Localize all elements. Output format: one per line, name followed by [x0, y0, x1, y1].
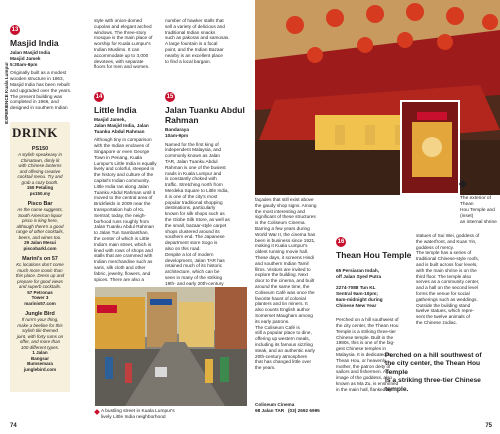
entry-meta: Masjid Jamek, Jalan Masjid India, Jalan Tuanku Abdul Rahman	[94, 117, 149, 134]
drink-item: Marini's on 57 KL locations don't come much more iconic than this place. Dress up and prepare for good views and superb cocktails. 57 Petronas Tower 3 marinis57.com	[15, 256, 65, 306]
street-scene-illustration	[95, 287, 247, 406]
drink-item: Pisco Bar As the name suggests, South American liquor pisco is king here, although there's a good range of other cocktails, beers, and wines too. 29 Jalan Mesui piscobarkl.com	[16, 201, 64, 251]
drink-item: Jungle Bird If rum's your thing, make a beeline for this stylish tiki-themed joint, with forty rums on offer, and more than 100 different types. 1 Jalan Bangsar Bumsemara junglebird.com	[16, 311, 64, 372]
entry-meta: Jalan Masjid India Masjid Jamek 5:30am-9pm	[10, 50, 51, 67]
little-india-body-continued: number of hawker stalls that sell a variety of delicious and traditional Indian snacks such as pakoras and samosas. A large fountain is a focal point, and the Indian Bazaar nearby is an excellent place to find a local bargain.	[165, 18, 230, 64]
entry-masjid-india	[10, 18, 72, 111]
entry-jalan-tuanku-abdul-rahman	[165, 85, 245, 287]
drink-item: PS150 A stylish speakeasy in Chinatown, dimly lit with Chinese lanterns and offering creative cocktail menu. Try and grab a cozy booth. 150 Petaling ps150.my	[17, 146, 63, 196]
entry-meta: 98 Jalan TAR (03) 2692 6995	[255, 407, 320, 413]
masjid-india-body-continued: style with onion-domed cupolas and elegant arched windows. The three-story mosque is the main place of worship for Kuala Lumpur's Indian Muslims. It can accommodate up to 3,000 devotees, with separate floors for men and women.	[94, 18, 153, 70]
entry-body: Although tiny in comparison with the Indian enclaves of Singapore or even George Town in Penang, Kuala Lumpur's Little India is equally lively and colorful, steeped in the history and culture of the capital's Indian community. Little India ran along Jalan Tuanku Abdul Rahman until it moved to the central area of Brickfields in 2009 near the transportation hub of KL Sentral; today, the neigh- borhood runs roughly from Jalan Tuanku Abdul Rahman to Jalan Tun Sambanthan, the center of which is Little India's main street, which is lined with rows of shops and stalls that are crammed with Indian merchandise such as saris, silk cloth and other fabric, jewelry, flowers, and spices. There are also a	[94, 137, 157, 282]
entry-meta: Bandaraya 10am-9pm	[165, 127, 189, 138]
caption-bullet-icon	[94, 409, 100, 415]
shrine-illustration	[402, 102, 460, 195]
drink-heading: DRINK	[12, 125, 58, 140]
entry-body: Originally built as a modest wooden structure in 1863, Masjid India has been rebuilt and upgraded over the years. The present building was completed in 1966, and designed in southern Indian	[10, 70, 72, 111]
thean-hou-body-continued: statues of Sui Wei, goddess of the waterfront, and Kuan Yin, goddess of mercy. The temple has a series of traditional Chinese-style roofs, and is built across four levels, with the main shrine is on the third floor. The temple also serves as a community center, and a hall on the second level forms the venue for social gatherings such as weddings. Outside the building stand twelve statues, which repre- sent the twelve animals of the Chinese zodiac.	[416, 233, 480, 325]
photo-callout: The exterior of Thean Hou Temple and (inset) an internal shrine	[460, 196, 497, 225]
entry-number: 13	[11, 27, 19, 33]
page-number-left: 74	[10, 423, 17, 429]
entry-coliseum-cinema	[255, 402, 365, 414]
little-india-street-photo	[95, 287, 247, 406]
entry-number: 15	[166, 94, 174, 100]
entry-meta: 65 Persiaran Indah, off Jalan Syed Putra 2274-7088 Tun KL Sentral 9am-10pm; 6am-midnight during Chinese New Year	[336, 267, 383, 308]
entry-title: Masjid India	[10, 38, 59, 48]
section-sidebar-label: EXPERIENCE Kuala Lumpur	[4, 62, 10, 124]
jalan-tuanku-body-continued: façades that still exist above the gaudy shop signs. Among the most interesting and significant of these structures is the Coliseum Cinema. Barring a few years during World War II, the cinema has been in business since 1921, making it Kuala Lumpur's oldest running movie hall. These days, it screens Hindi and southern Indian Tamil films. Visitors are invited to explore the building. Next door to the cinema, and built around the same time, the Coliseum Café was once the favorite haunt of colonial planters and tin miners. It also counts English author Somerset Maugham among its early patrons. The Coliseum Café is still a popular place to dine, offering up western meals, including its famous sizzling steak, and an authentic early 20th-century atmosphere that has changed little over the years.	[255, 197, 317, 371]
pull-quote: Perched on a hill southwest of the city center, the Thean Hou Temple is a striking three-tier Chinese temple.	[385, 352, 482, 393]
photo-caption: A bustling street in Kuala Lumpur's lively Little India neighborhood	[101, 409, 175, 420]
temple-illustration	[255, 0, 500, 195]
entry-title: Thean Hou Temple	[336, 250, 412, 260]
entry-number: 16	[337, 239, 345, 245]
drink-sidebar	[10, 122, 70, 392]
entry-body: Perched on a hill southwest of the city center, the Thean Hou Temple is a striking three-tier Chinese temple. Built in the 1980s, this is one of the big- gest Chinese temples in Malaysia. It is dedicated to Thean Hou, or heavenly mother, the patron deity of sailors and fishermen. An image of the goddess, also known as Ma Zu, is enshrined in the main hall, flanked by	[336, 317, 399, 392]
entry-number: 14	[95, 94, 103, 100]
thean-hou-temple-photo	[255, 0, 500, 195]
entry-title: Coliseum Cinema	[255, 402, 295, 407]
page-number-right: 75	[485, 423, 492, 429]
internal-shrine-inset-photo	[400, 100, 460, 195]
entry-little-india	[94, 85, 170, 282]
entry-title: Jalan Tuanku Abdul Rahman	[165, 105, 245, 125]
right-page	[250, 0, 500, 434]
entry-body: Named for the first king of independent Malaysia, and commonly known as Jalan TAR, Jalan Tuanku Abdul Rahman is one of the busiest roads in Kuala Lumpur and is constantly choked with traffic. Stretching north from Merdeka Square to Little India, it is one of the city's most popular traditional shopping destinations, particularly known for silk shops such as the Globe Silk Store, as well as the small, bazaar-style carpet shops clustered around its southern end. The Japanese department store Sogo is also on this road. Despite a lot of modern development, Jalan TAR has retained much of its historic architecture, which can be seen in many of the striking 19th- and early 20th-century	[165, 141, 230, 286]
entry-title: Little India	[94, 105, 137, 115]
